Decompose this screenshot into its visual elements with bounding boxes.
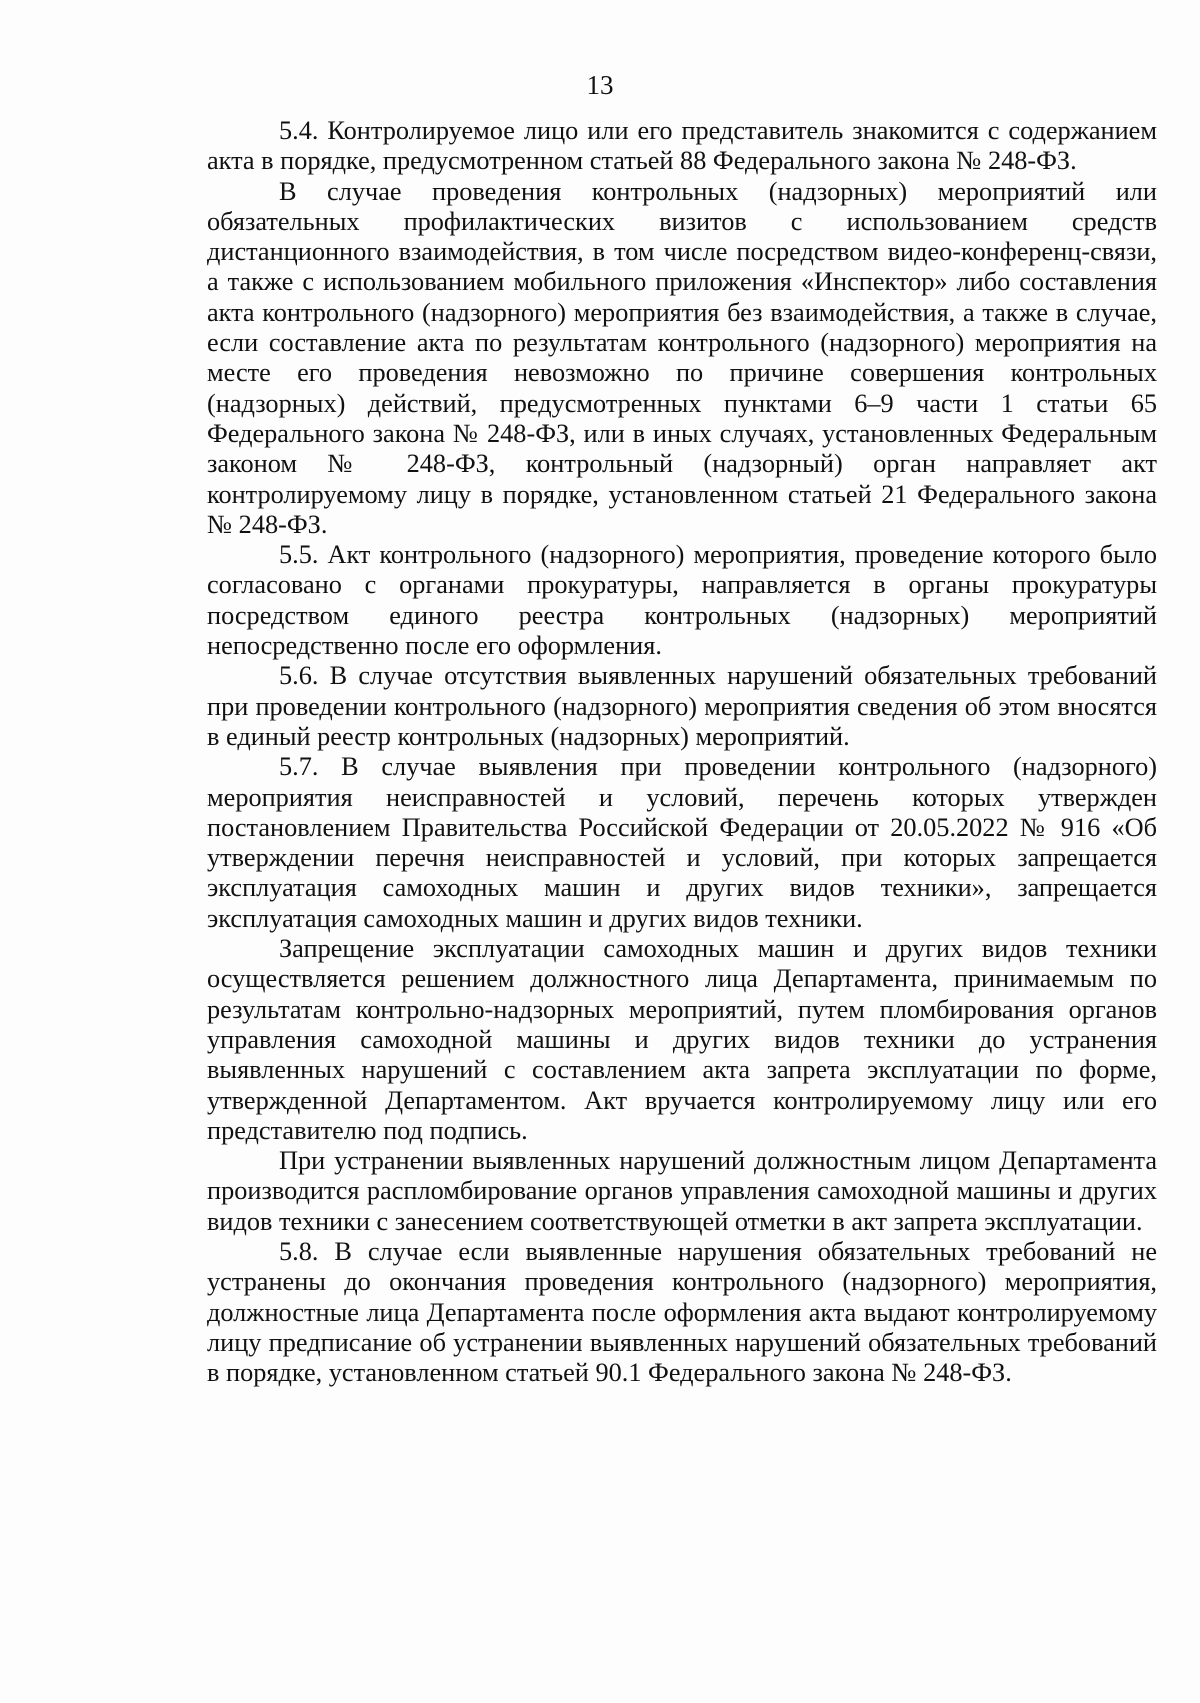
document-body bbox=[207, 116, 1157, 1388]
paragraph-5-8: 5.8. В случае если выявленные нарушения обязательных требований не устранены до окончания проведения контрольного (надзорного) мероприятия, должностные лица Департамента после оформления акта выдают контролируемому лицу предписание об устранении выявленных нарушений обязательных требований в порядке, установленном статьей 90.1 Федерального закона № 248-ФЗ. bbox=[207, 1236, 1157, 1388]
paragraph-5-7: 5.7. В случае выявления при проведении контрольного (надзорного) мероприятия неисправностей и условий, перечень которых утвержден постановлением Правительства Российской Федерации от 20.05.2022 № 916 «Об утверждении перечня неисправностей и условий, при которых запрещается эксплуатация самоходных машин и других видов техники», запрещается эксплуатация самоходных машин и других видов техники. bbox=[207, 752, 1157, 933]
paragraph-remote-interaction: В случае проведения контрольных (надзорных) мероприятий или обязательных профилактических визитов с использованием средств дистанционного взаимодействия, в том числе посредством видео-конференц-связи, а также с использованием мобильного приложения «Инспектор» либо составления акта контрольного (надзорного) мероприятия без взаимодействия, а также в случае, если составление акта по результатам контрольного (надзорного) мероприятия на месте его проведения невозможно по причине совершения контрольных (надзорных) действий, предусмотренных пунктами 6–9 части 1 статьи 65 Федерального закона № 248-ФЗ, или в иных случаях, установленных Федеральным законом № 248-ФЗ, контрольный (надзорный) орган направляет акт контролируемому лицу в порядке, установленном статьей 21 Федерального закона № 248-ФЗ. bbox=[207, 176, 1157, 539]
paragraph-unsealing: При устранении выявленных нарушений должностным лицом Департамента производится распломбирование органов управления самоходной машины и других видов техники с занесением соответствующей отметки в акт запрета эксплуатации. bbox=[207, 1146, 1157, 1236]
paragraph-5-4: 5.4. Контролируемое лицо или его представитель знакомится с содержанием акта в порядке, предусмотренном статьей 88 Федерального закона № 248-ФЗ. bbox=[207, 116, 1157, 176]
paragraph-5-5: 5.5. Акт контрольного (надзорного) мероприятия, проведение которого было согласовано с органами прокуратуры, направляется в органы прокуратуры посредством единого реестра контрольных (надзорных) мероприятий непосредственно после его оформления. bbox=[207, 540, 1157, 661]
paragraph-5-6: 5.6. В случае отсутствия выявленных нарушений обязательных требований при проведении контрольного (надзорного) мероприятия сведения об этом вносятся в единый реестр контрольных (надзорных) мероприятий. bbox=[207, 661, 1157, 751]
page-number: 13 bbox=[586, 70, 614, 100]
paragraph-operation-ban: Запрещение эксплуатации самоходных машин и других видов техники осуществляется решением должностного лица Департамента, принимаемым по результатам контрольно-надзорных мероприятий, путем пломбирования органов управления самоходной машины и других видов техники до устранения выявленных нарушений с составлением акта запрета эксплуатации по форме, утвержденной Департаментом. Акт вручается контролируемому лицу или его представителю под подпись. bbox=[207, 934, 1157, 1145]
